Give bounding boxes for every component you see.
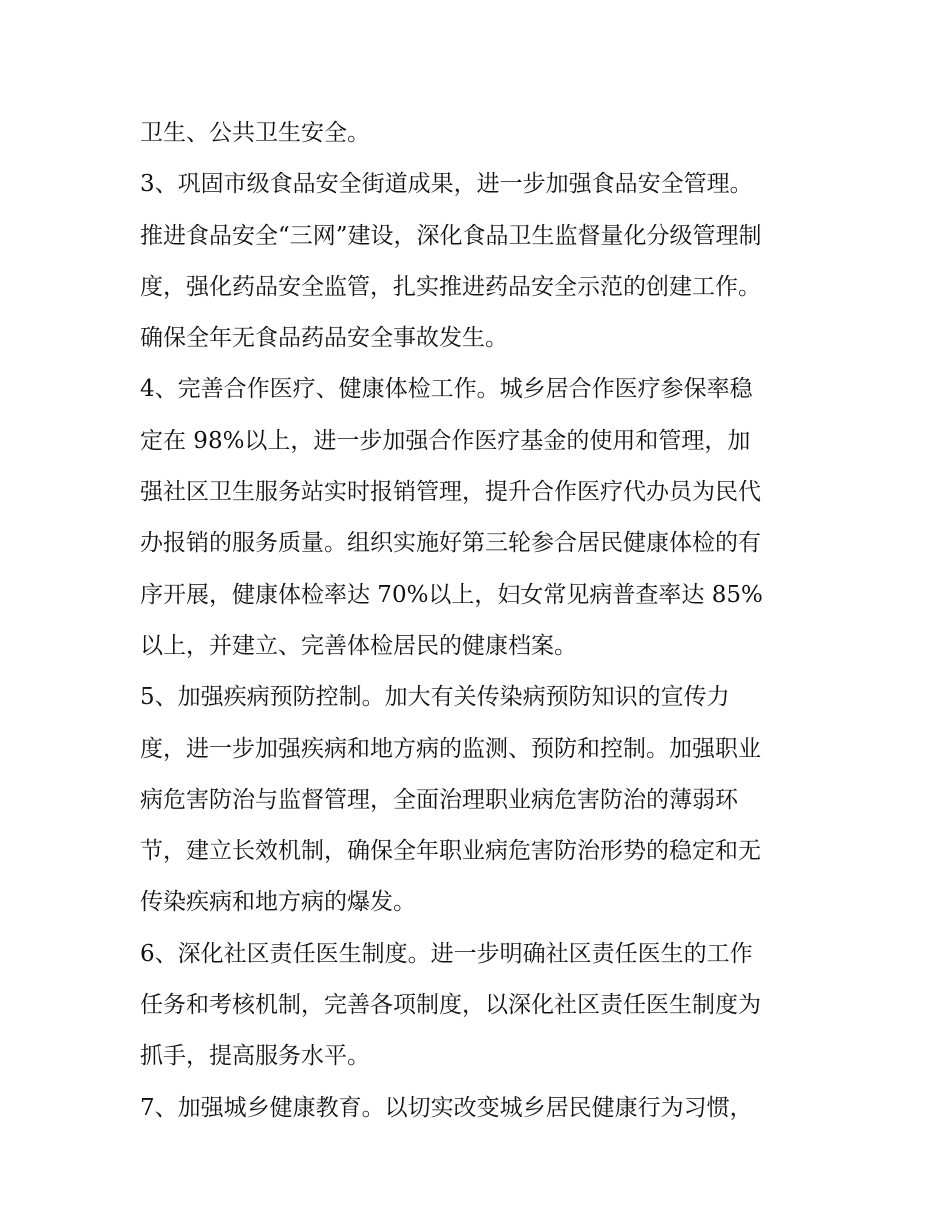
text-line: 6、深化社区责任医生制度。进一步明确社区责任医生的工作 [140,940,753,967]
text-line: 以上，并建立、完善体检居民的健康档案。 [140,632,577,659]
text-line: 推进食品安全“三网”建设，深化食品卫生监督量化分级管理制 [140,222,762,249]
text-line: 5、加强疾病预防控制。加大有关传染病预防知识的宣传力 [140,684,730,711]
text-line: 抓手，提高服务水平。 [140,1043,370,1070]
text-line: 序开展，健康体检率达 70%以上，妇女常见病普查率达 85% [140,581,763,608]
text-line: 3、巩固市级食品安全街道成果，进一步加强食品安全管理。 [140,171,753,198]
text-line: 任务和考核机制，完善各项制度，以深化社区责任医生制度为 [140,992,761,1019]
text-line: 病危害防治与监督管理，全面治理职业病危害防治的薄弱环 [140,786,738,813]
text-line: 卫生、公共卫生安全。 [140,120,370,146]
body-text [140,108,820,1134]
text-line: 度，强化药品安全监管，扎实推进药品安全示范的创建工作。 [140,273,761,300]
text-line: 7、加强城乡健康教育。以切实改变城乡居民健康行为习惯， [140,1094,753,1121]
text-line: 确保全年无食品药品安全事故发生。 [140,325,508,352]
text-line: 节，建立长效机制，确保全年职业病危害防治形势的稳定和无 [140,838,761,865]
text-line: 办报销的服务质量。组织实施好第三轮参合居民健康体检的有 [140,530,761,557]
text-line: 定在 98%以上，进一步加强合作医疗基金的使用和管理，加 [140,427,751,454]
text-line: 度，进一步加强疾病和地方病的监测、预防和控制。加强职业 [140,735,761,762]
text-line: 强社区卫生服务站实时报销管理，提升合作医疗代办员为民代 [140,479,761,506]
text-line: 传染疾病和地方病的爆发。 [140,889,416,916]
text-line: 4、完善合作医疗、健康体检工作。城乡居合作医疗参保率稳 [140,376,753,403]
